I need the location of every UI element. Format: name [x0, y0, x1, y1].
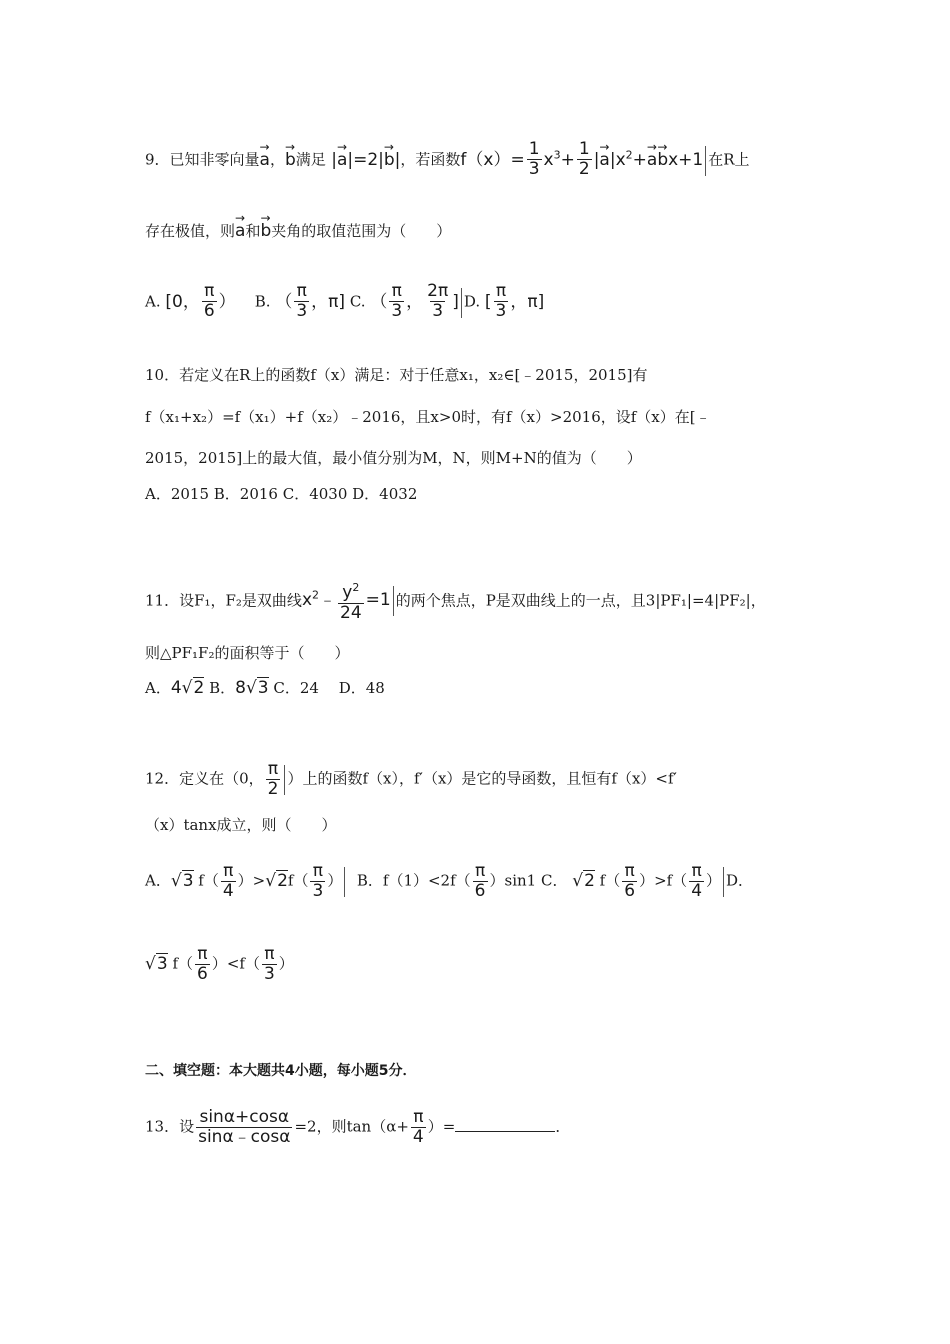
- option-b-value: 8√3: [235, 678, 269, 698]
- q10-options: A．2015 B．2016 C．4030 D．4032: [145, 485, 418, 503]
- option-a-value: [0， $\frac{\pi}{6}$ ）: [165, 281, 236, 321]
- option-c-label: C.: [349, 292, 366, 311]
- comma: ，: [269, 150, 285, 169]
- option-d-label: D.: [463, 292, 481, 311]
- option-a-label: A．: [145, 679, 171, 697]
- option-cd-text: C．24 D．48: [273, 679, 385, 697]
- q9-line2-tail: 夹角的取值范围为（ ）: [271, 222, 452, 240]
- q9-text-b: 满足: [295, 150, 326, 169]
- q9-line1: [145, 140, 750, 179]
- q9-options: [145, 282, 544, 321]
- q12-options-line1: A．√3 f（ $\frac{\pi}{4}$ ）>√2f（ $\frac{\pi}{3}$ ） B．f（1）<2f（ $\frac{\pi}{6}$ ）sin1 C． √2 f（ $\frac{\pi}{6}$ ）>f（ $\frac{\pi}{4}$ ） D．: [145, 861, 754, 901]
- q9-text-c: ，若函数: [400, 150, 461, 169]
- q9-and: 和: [245, 222, 261, 240]
- option-b-label: B．: [209, 679, 236, 697]
- vector-b: → b: [285, 150, 296, 170]
- q12-line1: [145, 760, 677, 799]
- q12-text-a: 12．定义在（0，: [145, 769, 264, 788]
- q13-prefix: 13．设: [145, 1117, 195, 1136]
- q9-function: f（x）= $\frac{1}{3}$ $x^3+$ $\frac{1}{2}$ |→ $a|x^2+\to a\to bx+1$: [460, 150, 703, 170]
- divider: [393, 586, 394, 616]
- option-b-tail: ）sin1 C．: [489, 871, 568, 890]
- q11-line2: 则△PF₁F₂的面积等于（ ）: [145, 644, 350, 662]
- section-heading: 二、填空题：本大题共4小题，每小题5分．: [145, 1063, 417, 1079]
- q10-line3: 2015，2015]上的最大值，最小值分别为M，N，则M+N的值为（ ）: [145, 449, 642, 467]
- option-c-value: （ $\frac{\pi}{3}$ ， $\frac{2\pi}{3}$ ]: [370, 281, 459, 321]
- answer-blank[interactable]: [455, 1117, 555, 1132]
- vector-b: → b: [260, 221, 271, 241]
- q13-line: [145, 1108, 570, 1147]
- vector-a: → a: [235, 221, 245, 241]
- divider: [723, 867, 724, 897]
- q11-text-b: 的两个焦点，P是双曲线上的一点，且3|PF₁|=4|PF₂|，: [395, 591, 766, 610]
- option-a-label: A．: [145, 871, 171, 890]
- q9-text-d: 在R上: [708, 150, 750, 169]
- divider: [705, 146, 706, 176]
- q13-mid: =2，则tan（α+: [294, 1117, 409, 1136]
- sqrt3: √3: [145, 953, 168, 974]
- option-a-value: 4√2: [170, 678, 205, 698]
- option-d-label: D．: [726, 871, 754, 890]
- divider: [344, 867, 345, 897]
- q9-text-a: 9．已知非零向量: [145, 150, 260, 169]
- q13-end: ）=: [427, 1117, 456, 1136]
- q12-line2: （x）tanx成立，则（ ）: [145, 816, 337, 834]
- option-b-value: （ $\frac{\pi}{3}$ ，π]: [275, 281, 346, 321]
- q9-line2: [145, 221, 451, 241]
- option-d-value: [ $\frac{\pi}{3}$ ，π]: [484, 281, 545, 321]
- sqrt3: √3: [170, 870, 194, 891]
- sqrt2: √2: [572, 870, 595, 891]
- option-b-label: B．f（1）<2f（: [356, 871, 471, 890]
- q11-options: [145, 678, 385, 698]
- q13-tail: ．: [555, 1117, 571, 1136]
- divider: [284, 765, 285, 795]
- q9-condition: |→ a|=2|→ b|: [326, 150, 401, 170]
- q11-text-a: 11．设F₁，F₂是双曲线: [145, 591, 302, 610]
- option-a-label: A.: [145, 292, 161, 311]
- pi-over-4: $\frac{\pi}{4}$: [412, 1107, 424, 1147]
- q13-fraction: $\frac{\sin\alpha+\cos\alpha}{\sin\alpha﹣\cos\alpha}$: [198, 1107, 291, 1147]
- q10-line2: f（x₁+x₂）=f（x₁）+f（x₂）﹣2016，且x>0时，有f（x）>2016，设f（x）在[﹣: [145, 408, 711, 426]
- divider: [461, 288, 462, 318]
- q10-line1: 10．若定义在R上的函数f（x）满足：对于任意x₁，x₂∈[﹣2015，2015]有: [145, 366, 648, 384]
- vector-a: → a: [260, 150, 270, 170]
- pi-over-6: $\frac{\pi}{6}$: [474, 861, 486, 901]
- pi-over-2: $\frac{\pi}{2}$: [267, 759, 279, 799]
- q9-line2-text: 存在极值，则: [145, 222, 236, 240]
- q12-text-b: ）上的函数f（x），f′（x）是它的导函数，且恒有f（x）<f′: [287, 769, 677, 788]
- q12-options-line2: √3 f（ $\frac{\pi}{6}$ ）<f（ $\frac{\pi}{3}$ ）: [145, 944, 294, 984]
- q11-line1: [145, 578, 766, 623]
- option-b-label: B.: [254, 292, 271, 311]
- hyperbola-equation: $x^2﹣$ $\frac{y^2}{24}$ =1: [301, 581, 391, 623]
